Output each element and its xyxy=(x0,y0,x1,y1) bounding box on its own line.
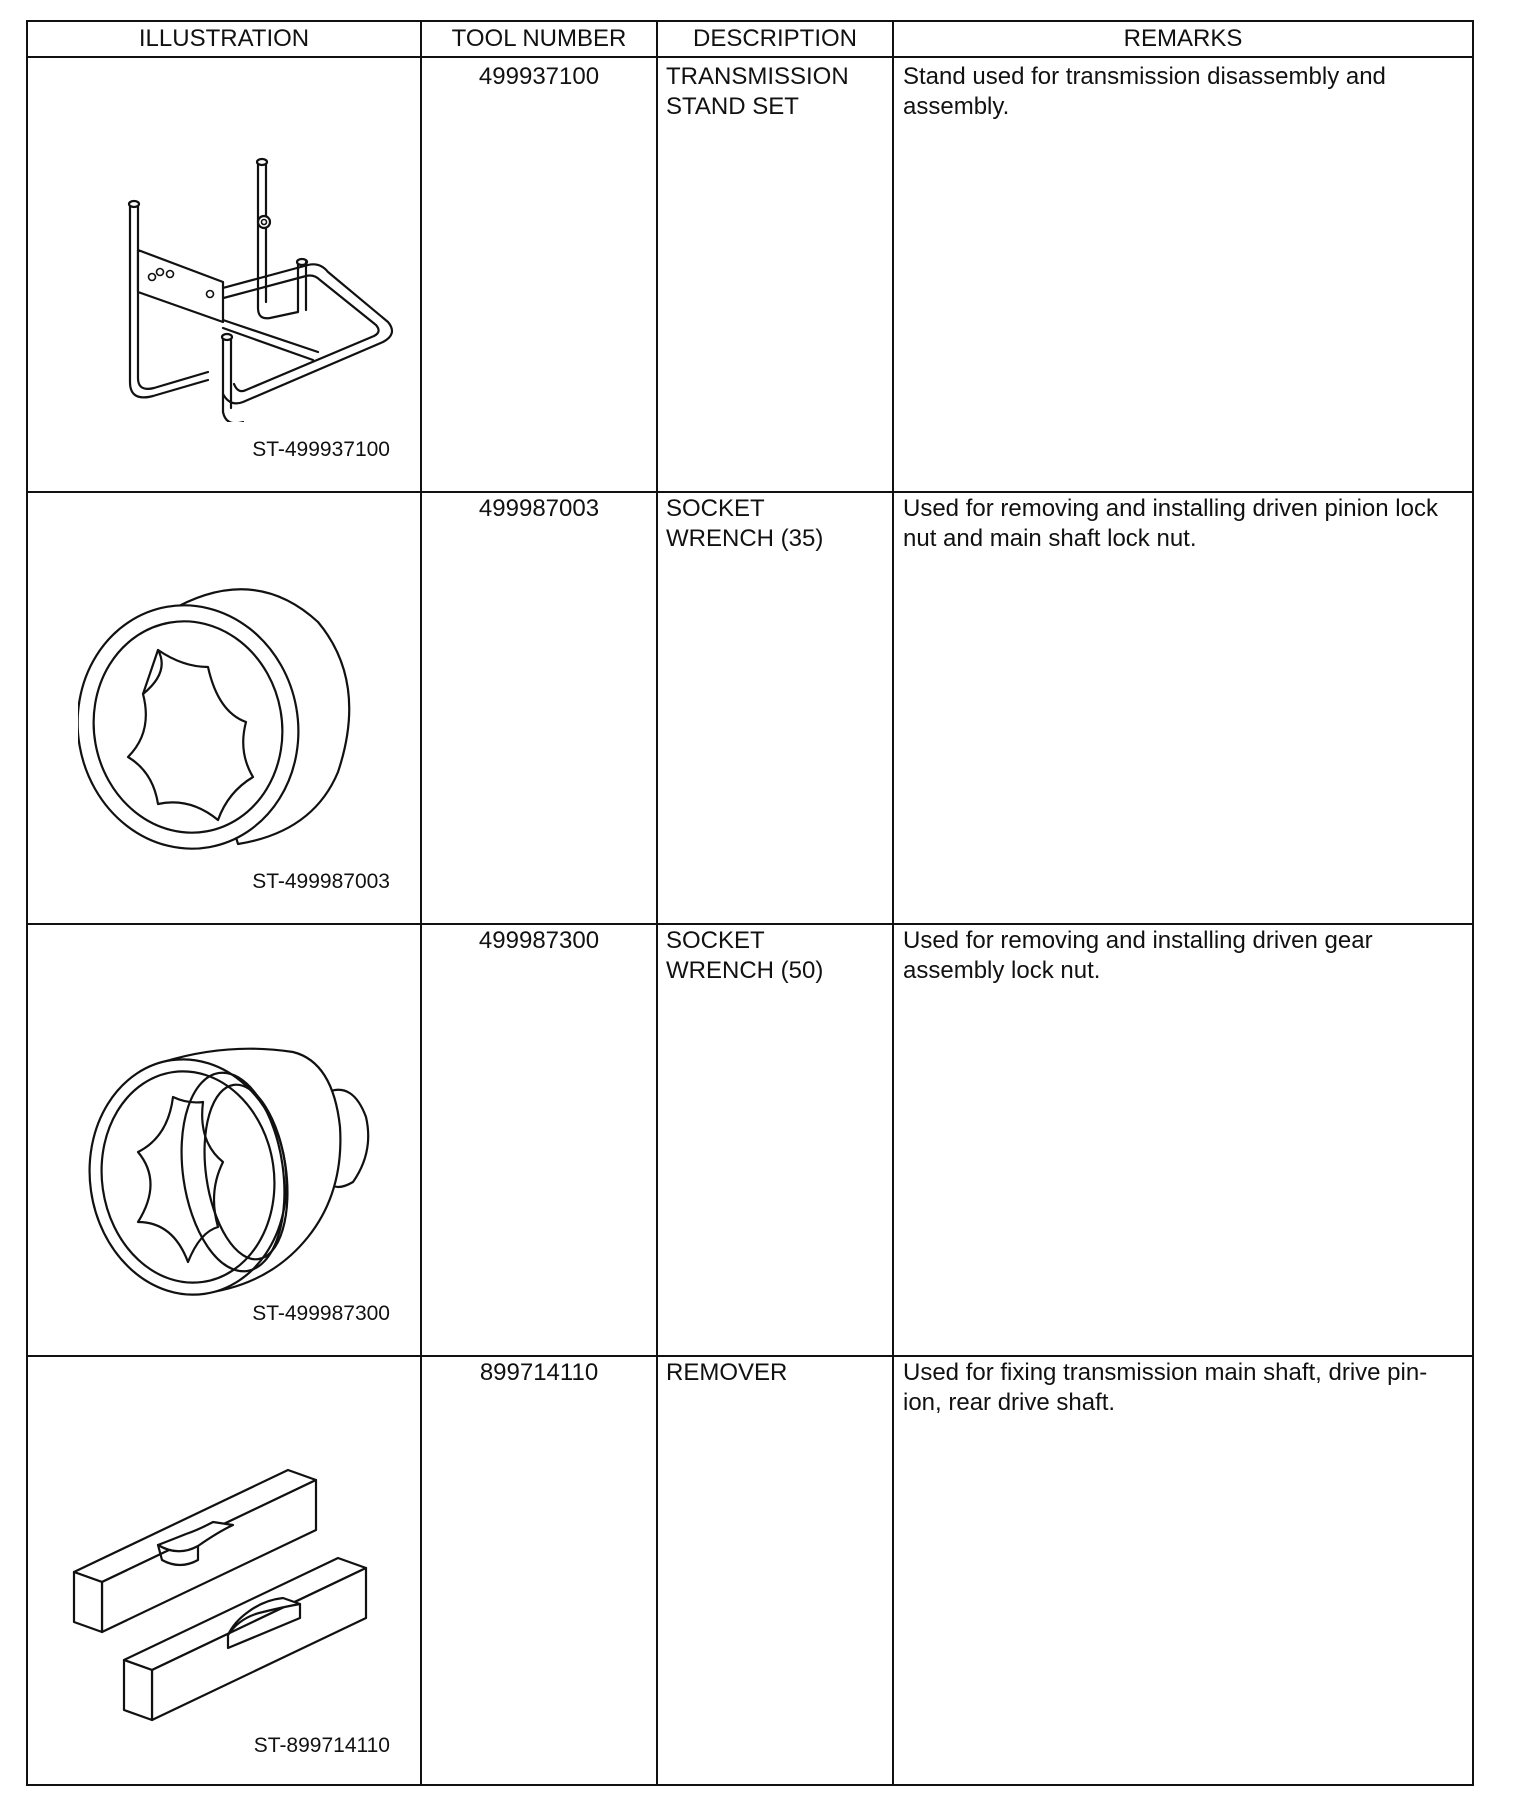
transmission-stand-icon xyxy=(58,122,398,422)
socket-wrench-35-icon xyxy=(78,572,398,872)
header-illustration: ILLUSTRATION xyxy=(138,25,310,52)
tool-remarks: Used for removing and installing driven pinion lock nut and main shaft lock nut. xyxy=(903,495,1438,552)
row-divider xyxy=(28,923,1472,925)
tool-description: REMOVER xyxy=(666,1359,788,1386)
tool-number: 899714110 xyxy=(479,1359,599,1386)
illustration-caption: ST-499987003 xyxy=(252,870,390,893)
socket-wrench-50-icon xyxy=(78,1022,408,1322)
column-divider xyxy=(420,22,422,1784)
illustration-caption: ST-499987300 xyxy=(252,1302,390,1325)
column-divider xyxy=(656,22,658,1784)
tool-number: 499937100 xyxy=(478,63,600,90)
header-tool-number: TOOL NUMBER xyxy=(451,25,627,52)
remover-blocks-icon xyxy=(68,1452,408,1732)
illustration-caption: ST-899714110 xyxy=(253,1734,390,1757)
table-header-row xyxy=(28,22,1472,58)
tool-number: 499987003 xyxy=(478,495,600,522)
tool-description: SOCKET WRENCH (50) xyxy=(666,927,824,984)
tool-description: SOCKET WRENCH (35) xyxy=(666,495,824,552)
tool-remarks: Used for fixing transmission main shaft, drive pin- ion, rear drive shaft. xyxy=(903,1359,1428,1416)
column-divider xyxy=(892,22,894,1784)
row-divider xyxy=(28,491,1472,493)
row-divider xyxy=(28,1355,1472,1357)
tool-description: TRANSMISSION STAND SET xyxy=(666,63,849,120)
tool-remarks: Used for removing and installing driven gear assembly lock nut. xyxy=(903,927,1373,984)
illustration-caption: ST-499937100 xyxy=(252,438,390,461)
header-description: DESCRIPTION xyxy=(692,25,857,52)
special-tools-table xyxy=(26,20,1474,1786)
header-remarks: REMARKS xyxy=(1123,25,1243,52)
tool-remarks: Stand used for transmission disassembly and assembly. xyxy=(903,63,1386,120)
tool-number: 499987300 xyxy=(478,927,600,954)
